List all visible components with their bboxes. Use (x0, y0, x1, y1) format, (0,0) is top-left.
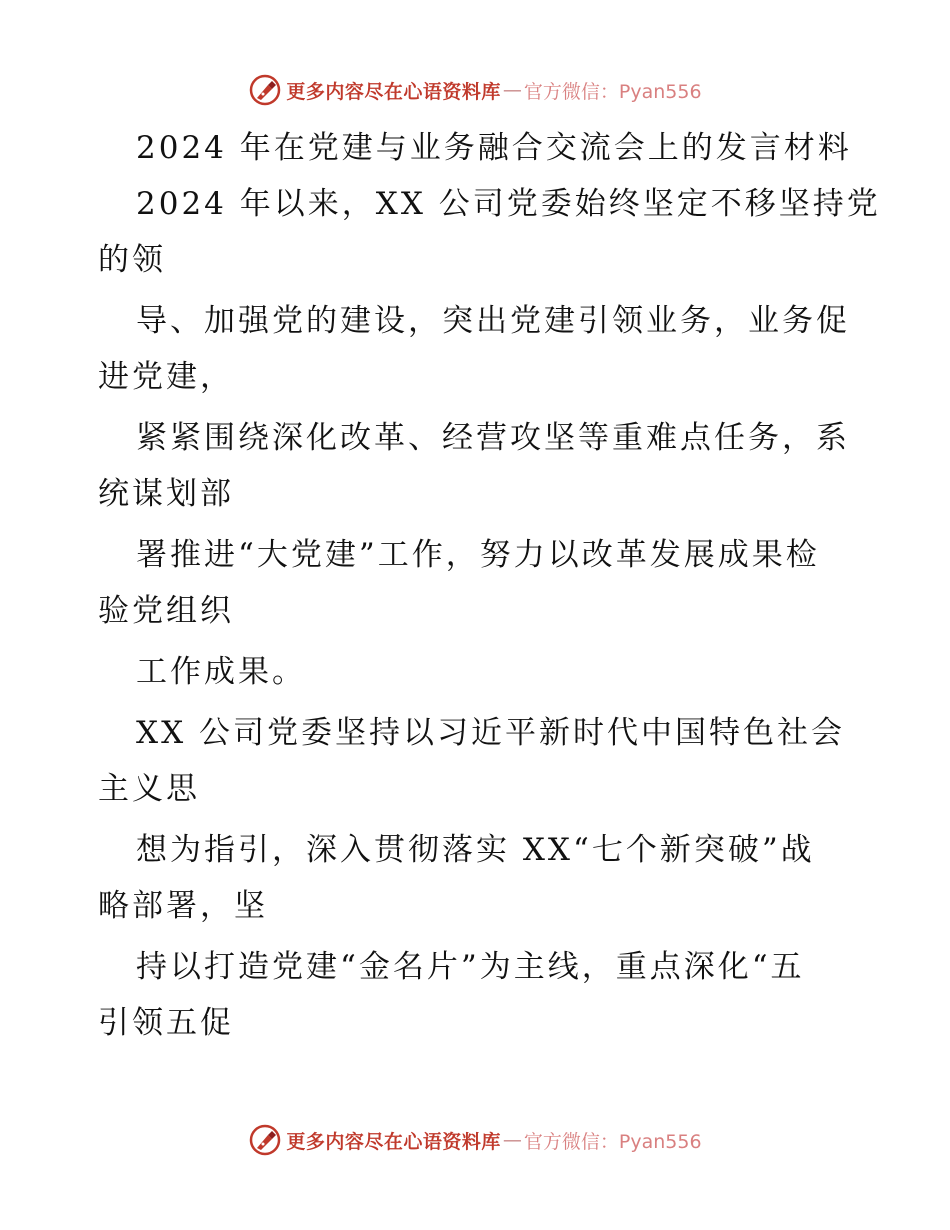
document-title: 2024 年在党建与业务融合交流会上的发言材料 (136, 130, 852, 166)
text-line: 署推进“大党建”工作，努力以改革发展成果检 (136, 537, 820, 573)
watermark-wechat: 官方微信：Pyan556 (523, 1130, 702, 1153)
watermark-text-cn: 更多内容尽在心语资料库 (286, 80, 501, 103)
text-line: 验党组织 (98, 593, 234, 629)
watermark-separator: — (502, 1129, 522, 1151)
pen-nib-circle-icon (248, 73, 282, 107)
text-line: 想为指引，深入贯彻落实 XX“七个新突破”战 (136, 832, 815, 868)
text-line: 主义思 (98, 771, 200, 807)
text-line: 进党建， (98, 359, 234, 395)
text-line: 引领五促 (98, 1005, 234, 1041)
text-line: 紧紧围绕深化改革、经营攻坚等重难点任务，系 (136, 420, 850, 456)
text-line: 导、加强党的建设，突出党建引领业务，业务促 (136, 303, 850, 339)
text-line: 的领 (98, 242, 166, 278)
text-line: 略部署，坚 (98, 888, 268, 924)
watermark-wechat: 官方微信：Pyan556 (523, 80, 702, 103)
header-watermark (0, 70, 950, 110)
text-line: 统谋划部 (98, 476, 234, 512)
text-line: 持以打造党建“金名片”为主线，重点深化“五 (136, 949, 805, 985)
text-line: 2024 年以来，XX 公司党委始终坚定不移坚持党 (136, 186, 881, 222)
footer-watermark (0, 1120, 950, 1160)
text-line: 工作成果。 (136, 654, 306, 690)
watermark-text-cn: 更多内容尽在心语资料库 (286, 1130, 501, 1153)
watermark-separator: — (502, 79, 522, 101)
text-line: XX 公司党委坚持以习近平新时代中国特色社会 (136, 715, 845, 751)
pen-nib-circle-icon (248, 1123, 282, 1157)
